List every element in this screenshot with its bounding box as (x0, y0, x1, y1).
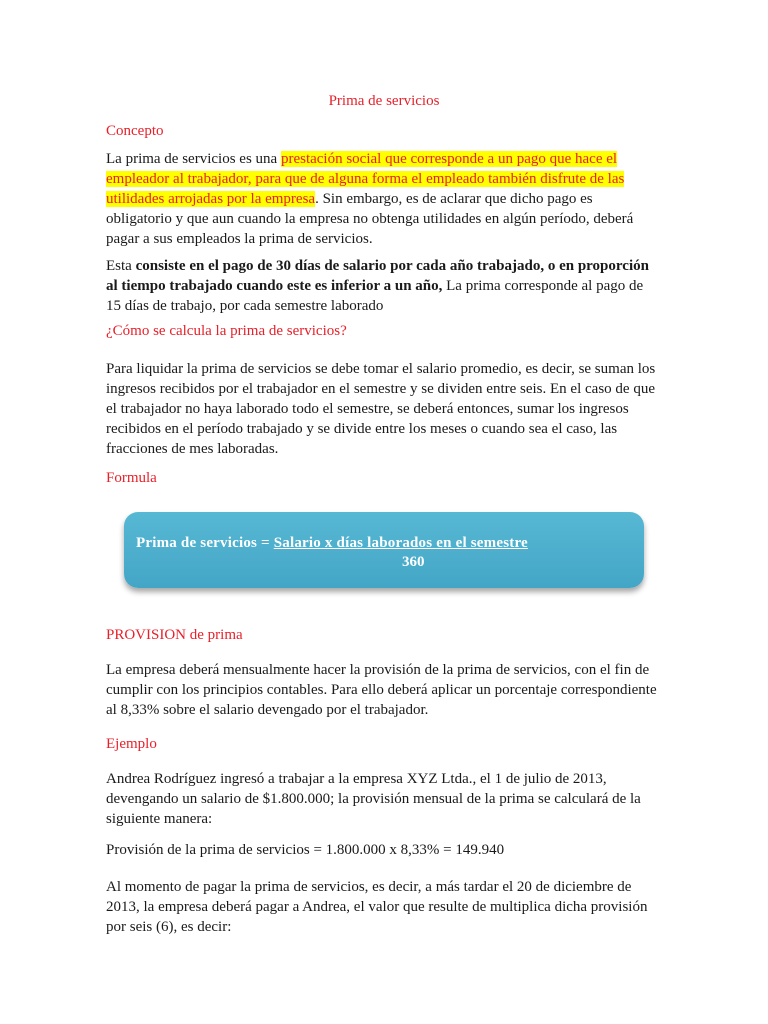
text-line: Andrea Rodríguez ingresó a trabajar a la empresa XYZ Ltda., el 1 de julio de 2013, (106, 771, 607, 787)
text-line (106, 169, 662, 189)
paragraph-definicion (106, 256, 662, 316)
bold-text: consiste en el pago de 30 días de salario por cada año trabajado, o en proporción (135, 258, 649, 274)
text-line: ingresos recibidos por el trabajador en el semestre y se dividen entre seis. En el caso de que (106, 381, 655, 397)
text-line: el trabajador no haya laborado todo el semestre, se deberá entonces, sumar los ingresos (106, 401, 629, 417)
paragraph-pago (106, 877, 662, 937)
formula-denominator: 360 (402, 554, 425, 570)
text-run: Esta (106, 258, 136, 274)
text-line: 2013, la empresa deberá pagar a Andrea, el valor que resulte de multiplica dicha provisión (106, 899, 648, 915)
text-run: La prima corresponde al pago de (442, 278, 644, 294)
heading-concepto: Concepto (106, 123, 164, 139)
text-run: . Sin embargo, es de aclarar que dicho pago es (315, 191, 593, 207)
text-line (106, 149, 662, 169)
text-line: recibidos en el período trabajado y se divide entre los meses o cuando sea el caso, las (106, 421, 618, 437)
text-line: por seis (6), es decir: (106, 919, 232, 935)
heading-provision: PROVISION de prima (106, 627, 243, 643)
text-line: obligatorio y que aun cuando la empresa no obtenga utilidades en algún período, deberá (106, 211, 634, 227)
text-line (106, 256, 662, 276)
heading-ejemplo: Ejemplo (106, 736, 157, 752)
text-line (106, 189, 662, 209)
paragraph-calculo (106, 359, 662, 459)
text-line: fracciones de mes laboradas. (106, 441, 279, 457)
highlighted-text: empleador al trabajador, para que de alguna forma el empleado también disfrute de las (106, 171, 625, 187)
paragraph-concepto (106, 149, 662, 249)
text-line: Para liquidar la prima de servicios se debe tomar el salario promedio, es decir, se suman los (106, 361, 656, 377)
document-title: Prima de servicios (328, 93, 440, 109)
heading-calculo: ¿Cómo se calcula la prima de servicios? (106, 323, 347, 339)
text-line: devengando un salario de $1.800.000; la provisión mensual de la prima se calculará de la (106, 791, 641, 807)
text-line: Provisión de la prima de servicios = 1.800.000 x 8,33% = 149.940 (106, 842, 505, 858)
text-run: La prima de servicios es una (106, 151, 281, 167)
text-line: cumplir con los principios contables. Para ello deberá aplicar un porcentaje correspondiente (106, 682, 657, 698)
formula-expression (136, 535, 528, 552)
formula-left: Prima de servicios = (136, 535, 274, 551)
paragraph-provision (106, 660, 662, 720)
formula-numerator: Salario x días laborados en el semestre (273, 535, 528, 551)
paragraph-ejemplo (106, 769, 662, 829)
heading-formula: Formula (106, 470, 157, 486)
text-line: Al momento de pagar la prima de servicios, es decir, a más tardar el 20 de diciembre de (106, 879, 632, 895)
text-line (106, 276, 662, 296)
highlighted-text: prestación social que corresponde a un pago que hace el (280, 151, 618, 167)
bold-text: al tiempo trabajado cuando este es inferior a un año, (106, 278, 443, 294)
text-line: al 8,33% sobre el salario devengado por el trabajador. (106, 702, 429, 718)
text-line: siguiente manera: (106, 811, 213, 827)
text-line: La empresa deberá mensualmente hacer la provisión de la prima de servicios, con el fin de (106, 662, 650, 678)
paragraph-calculo-provision (106, 840, 662, 860)
highlighted-text: utilidades arrojadas por la empresa (106, 191, 316, 207)
text-line: 15 días de trabajo, por cada semestre laborado (106, 298, 384, 314)
text-line: pagar a sus empleados la prima de servicios. (106, 231, 373, 247)
formula-box (124, 512, 644, 588)
